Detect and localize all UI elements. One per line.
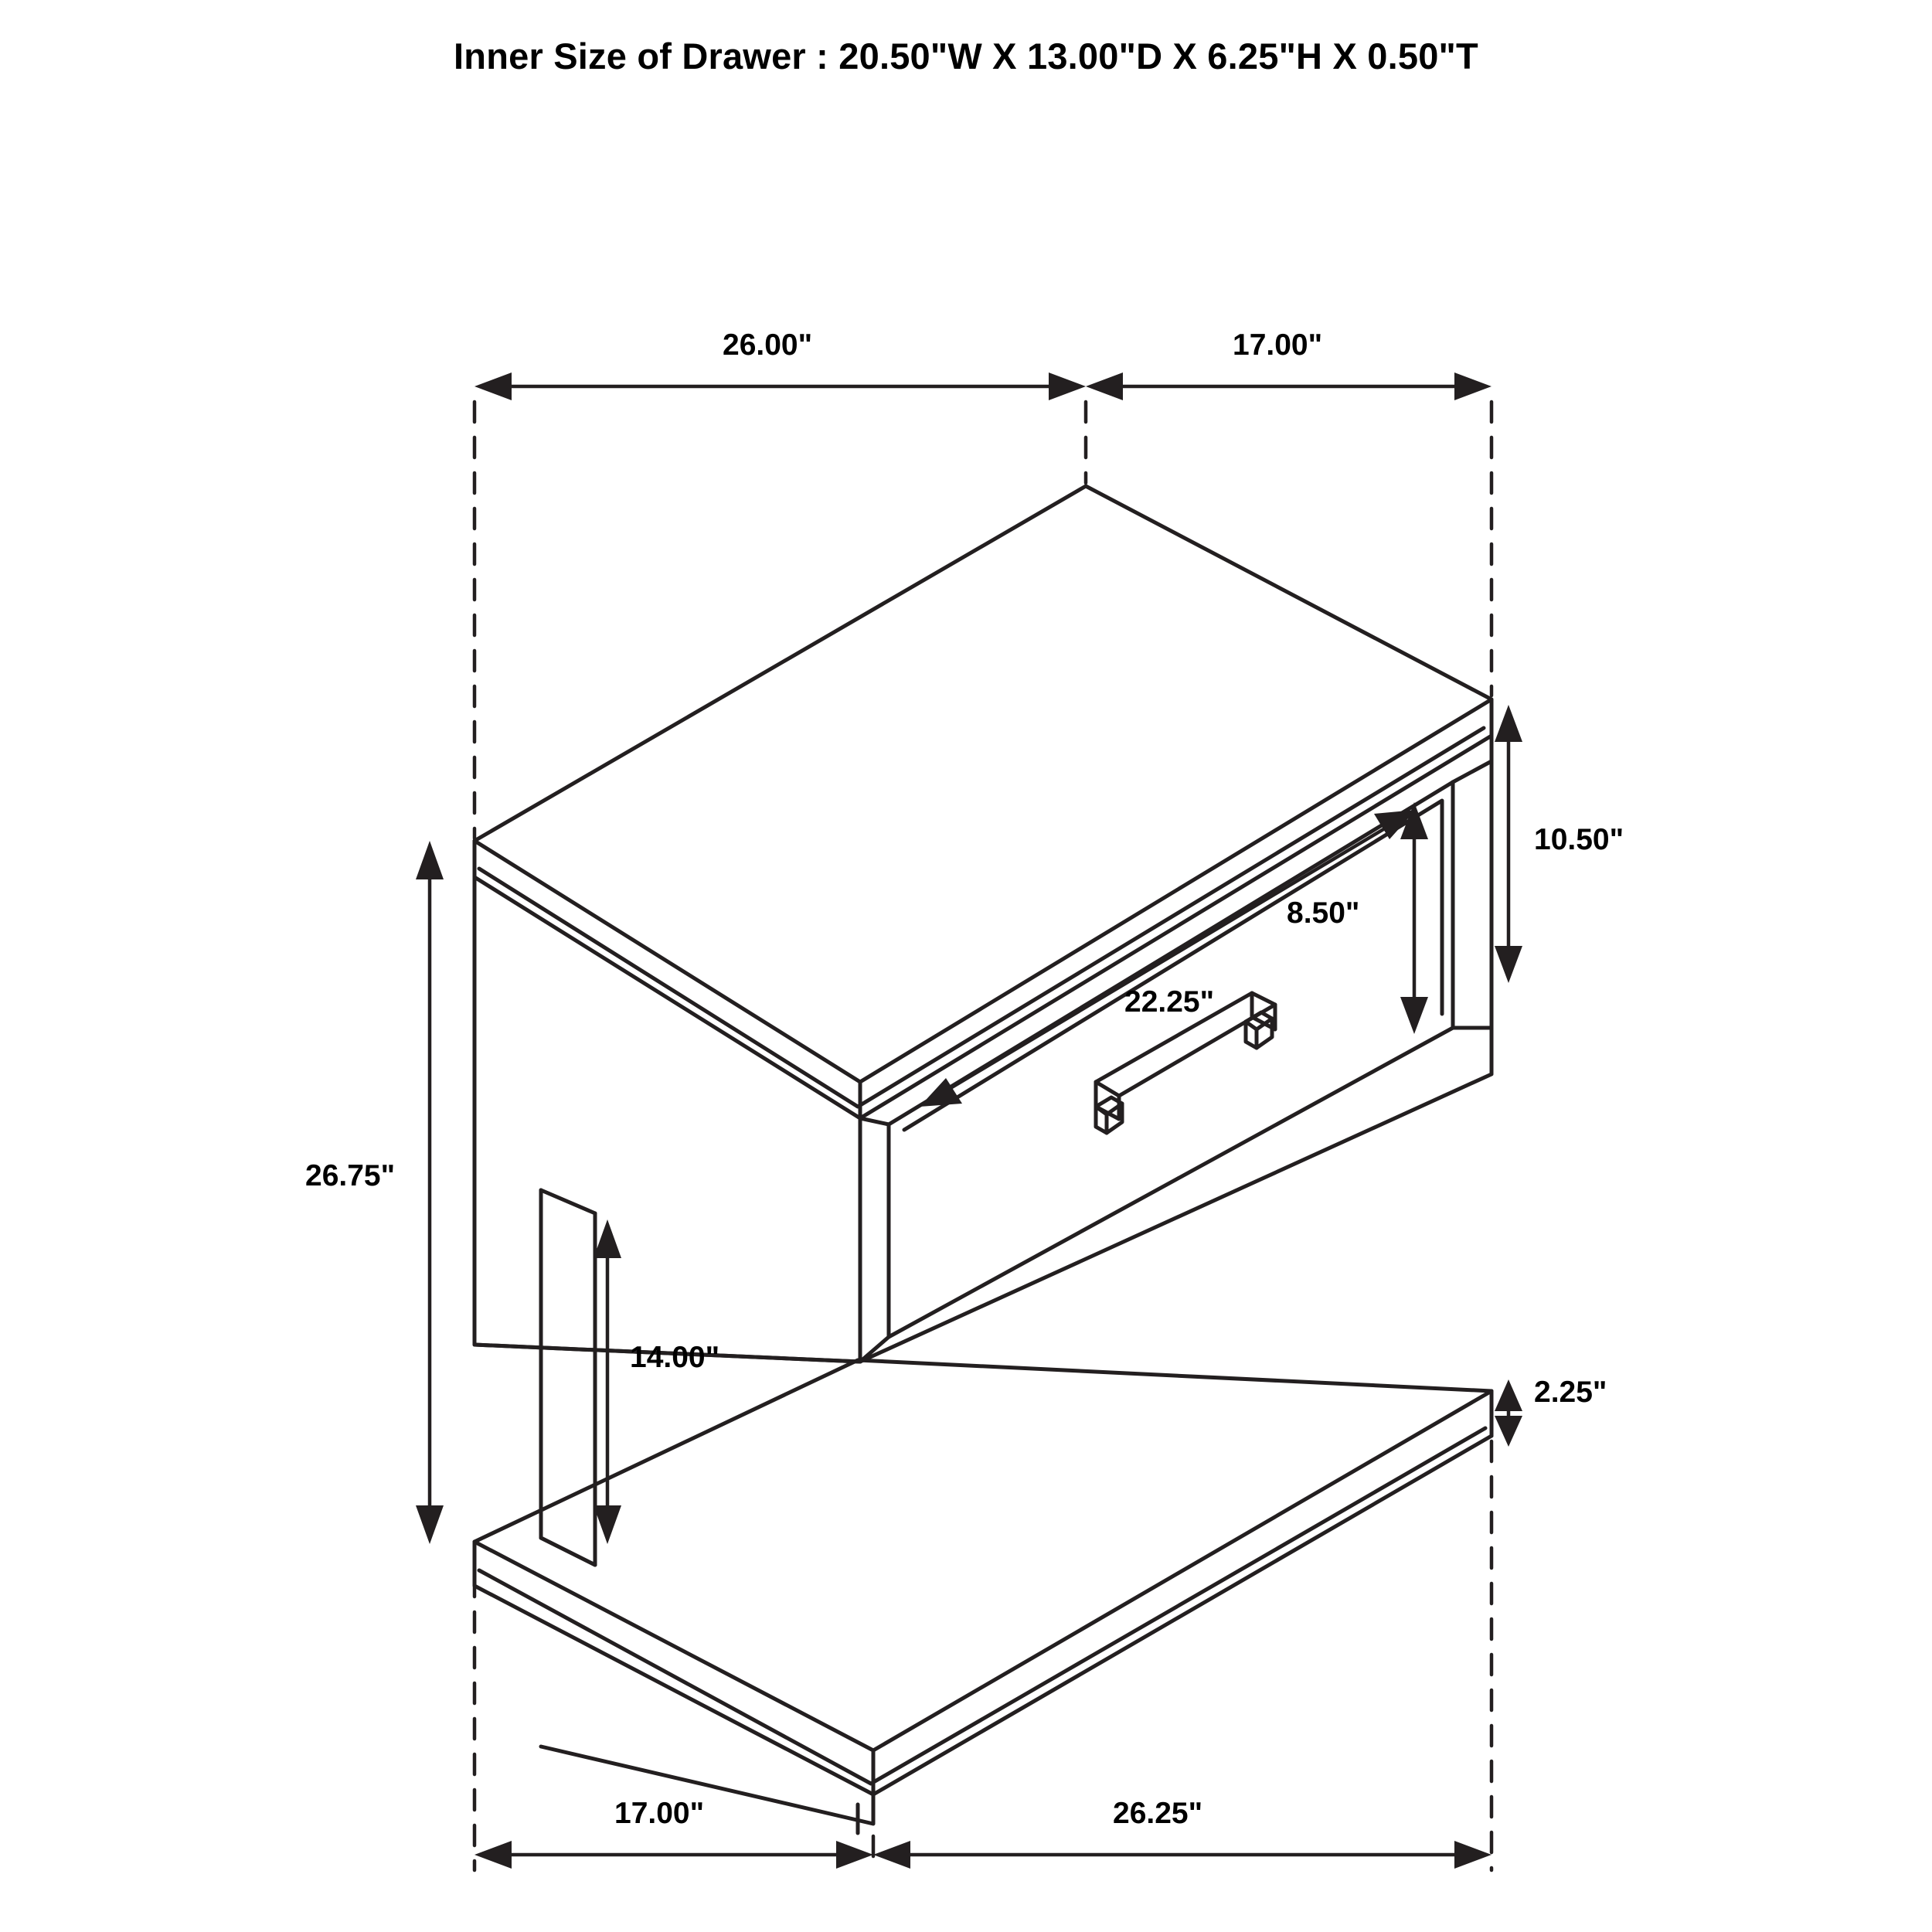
page-title: Inner Size of Drawer : 20.50"W X 13.00"D X 6.25"H X 0.50"T [454,36,1478,77]
dim-drawer-inner-width [920,810,1416,1107]
dim-label-face-height: 10.50" [1534,823,1624,856]
dim-label-top-depth: 17.00" [1233,328,1323,362]
dim-face-height [1495,705,1522,983]
dim-overall-height [416,841,444,1544]
dim-label-base-thickness: 2.25" [1534,1376,1607,1409]
dim-top-depth [1086,372,1492,400]
dim-label-inner-height: 8.50" [1287,896,1360,930]
top-panel [474,486,1492,1118]
left-leg-panel [541,1190,595,1565]
dim-label-inner-width: 22.25" [1124,985,1215,1019]
dim-base-thickness [1495,1379,1522,1447]
dim-clearance-height [594,1219,621,1544]
dim-base-depth [474,1841,873,1869]
dim-label-clearance-height: 14.00" [630,1341,720,1374]
dim-label-base-depth: 17.00" [614,1797,705,1830]
dim-top-width [474,372,1086,400]
dim-label-top-width: 26.00" [723,328,813,362]
dim-base-width [873,1841,1492,1869]
dim-label-base-width: 26.25" [1113,1797,1203,1830]
dim-drawer-inner-height [1400,802,1428,1034]
base-panel [474,1360,1492,1833]
dim-label-overall-height: 26.75" [305,1159,396,1192]
